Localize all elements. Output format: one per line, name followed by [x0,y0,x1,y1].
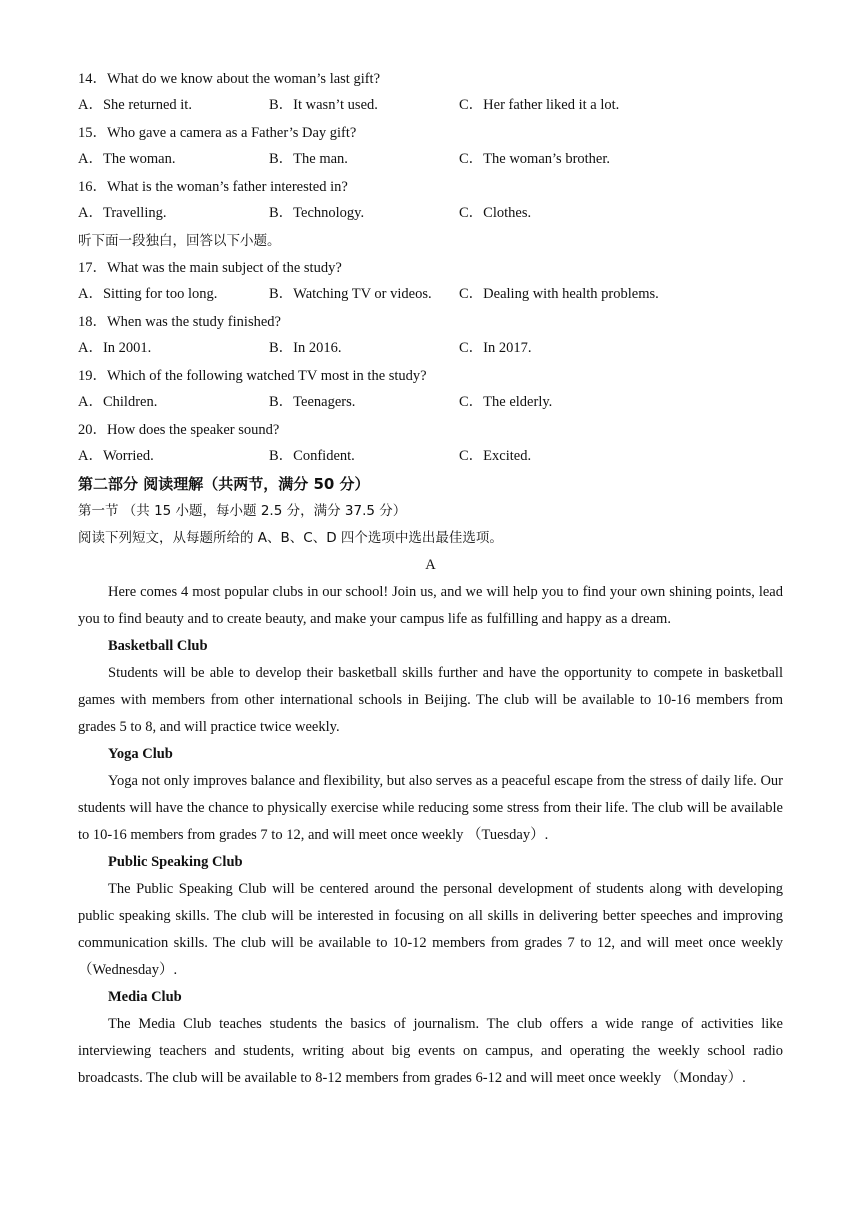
passage-label: A [425,557,436,573]
options-16 [78,201,783,228]
part-title: 第二部分 阅读理解（共两节，满分 50 分） [78,475,370,493]
option-c: C．Clothes. [459,205,532,221]
question-15: 15．Who gave a camera as a Father’s Day gift? [78,125,357,141]
option-c: C．The woman’s brother. [459,151,611,167]
reading-instruction: 阅读下列短文，从每题所给的 A、B、C、D 四个选项中选出最佳选项。 [78,530,503,546]
option-c: C．Her father liked it a lot. [459,97,620,113]
passage-intro: Here comes 4 most popular clubs in our school! Join us, and we will help you to find your own shining points, lead you to find beauty and to create beauty, and make your campus life as fulfilling and happy as a dream. [78,584,783,627]
option-c: C．Dealing with health problems. [459,286,659,302]
option-b: B．Teenagers. [269,394,356,410]
club-title-public-speaking: Public Speaking Club [108,854,243,870]
club-title-yoga: Yoga Club [108,746,173,762]
question-20: 20．How does the speaker sound? [78,422,280,438]
option-b: B．In 2016. [269,340,342,356]
club-text-public-speaking: The Public Speaking Club will be centered around the personal development of students along with developing public speaking skills. The club will be interested in focusing on all skills in delivering better speeches and improving communication skills. The club will be available to 10-12 members from grades 7 to 12, and will meet once weekly （Wednesday）. [78,881,783,978]
club-title-media: Media Club [108,989,182,1005]
monologue-instruction: 听下面一段独白，回答以下小题。 [78,233,281,249]
option-c: C．The elderly. [459,394,553,410]
club-text-yoga: Yoga not only improves balance and flexibility, but also serves as a peaceful escape from the stress of daily life. Our students will have the chance to physically exercise while reducing some stress from their life. The club will be available to 10-16 members from grades 7 to 12, and will meet once weekly （Tuesday）. [78,773,783,843]
option-a: A．The woman. [78,151,176,167]
option-b: B．Confident. [269,448,355,464]
option-c: C．In 2017. [459,340,532,356]
exam-page [78,66,783,1092]
option-b: B．It wasn’t used. [269,97,378,113]
club-title-basketball: Basketball Club [108,638,208,654]
question-18: 18．When was the study finished? [78,314,281,330]
option-b: B．The man. [269,151,348,167]
options-17 [78,282,783,309]
option-a: A．Travelling. [78,205,167,221]
question-19: 19．Which of the following watched TV most in the study? [78,368,427,384]
option-a: A．Children. [78,394,158,410]
question-16: 16．What is the woman’s father interested in? [78,179,348,195]
option-a: A．In 2001. [78,340,152,356]
question-17: 17．What was the main subject of the study? [78,260,342,276]
option-c: C．Excited. [459,448,532,464]
club-text-media: The Media Club teaches students the basics of journalism. The club offers a wide range of activities like interviewing teachers and students, writing about big events on campus, and operating the weekly school radio broadcasts. The club will be available to 8-12 members from grades 6-12 and will meet once weekly （Monday）. [78,1016,783,1086]
option-b: B．Technology. [269,205,365,221]
option-a: A．Sitting for too long. [78,286,218,302]
option-a: A．She returned it. [78,97,192,113]
options-18 [78,336,783,363]
option-a: A．Worried. [78,448,154,464]
options-19 [78,390,783,417]
club-text-basketball: Students will be able to develop their basketball skills further and have the opportunity to compete in basketball games with members from other international schools in Beijing. The club will be available to 10-16 members from grades 5 to 8, and will practice twice weekly. [78,665,783,735]
options-20 [78,444,783,471]
section-title: 第一节 （共 15 小题，每小题 2.5 分，满分 37.5 分） [78,503,407,519]
option-b: B．Watching TV or videos. [269,286,432,302]
question-14: 14．What do we know about the woman’s last gift? [78,71,381,87]
options-15 [78,147,783,174]
options-14 [78,93,783,120]
